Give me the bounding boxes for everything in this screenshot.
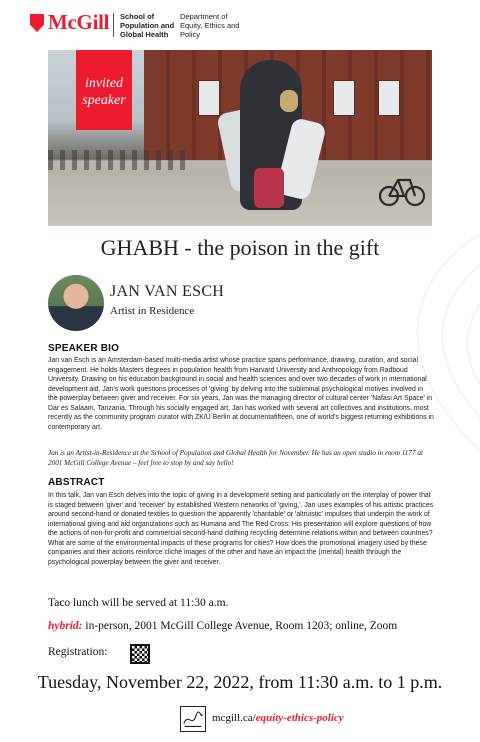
signature-logo-icon (180, 706, 206, 732)
footer-url-prefix[interactable]: mcgill.ca/ (212, 712, 256, 724)
lunch-info: Taco lunch will be served at 11:30 a.m. (48, 597, 229, 609)
speaker-name: JAN VAN ESCH (110, 283, 225, 300)
bio-heading: SPEAKER BIO (48, 343, 120, 354)
footer-link[interactable] (212, 712, 344, 724)
registration-label: Registration: (48, 646, 108, 658)
window (378, 80, 400, 116)
hanging-bag (280, 90, 298, 112)
department-name: Department of Equity, Ethics and Policy (180, 12, 240, 39)
red-textile (254, 168, 284, 208)
invited-speaker-badge: invited speaker (76, 50, 132, 130)
header-divider (113, 13, 114, 37)
page-title: GHABH - the poison in the gift (100, 235, 380, 260)
footer-url-path[interactable]: equity-ethics-policy (255, 712, 344, 724)
mcgill-logo-wordmark[interactable]: McGill (48, 10, 110, 34)
bio-text: Jan van Esch is an Amsterdam-based multi-media artist whose practice spans performance, drawing, curation, and social engagement. He holds Masters degrees in population health from Harvard University and Anthropology from Radboud University. Drawing on his education background in social and health sciences and over two decades of work in international development aid, Jan's work questions processes of 'giving' by delving into the subliminal psychological motives involved in the powerplay between giver and receiver. For six years, Jan was the managing director of cultural center 'Nafasi Art Space' in Dar es Salaam, Tanzania. Through his socially engaged art, Jan has worked with several art collectives and institutions, most recently as the community program curator with ZK/U Berlin at documentafifteen, one of world's biggest returning exhibitions in contemporary art. (48, 357, 434, 431)
abstract-heading: ABSTRACT (48, 477, 105, 488)
registration-qr-code[interactable] (130, 644, 150, 664)
mcgill-crest-logo (30, 14, 44, 32)
speaker-avatar (48, 275, 104, 331)
hybrid-label: hybrid: (48, 620, 83, 632)
abstract-text: In this talk, Jan van Esch delves into the topic of giving in a development setting and particularly on the interplay of power that is staged between 'giver' and 'receiver' by established Western networks of 'giving,'. Jan uses examples of his artistic practices around second-hand or donated textiles to question the apparently 'charitable' or 'altruistic' impulses that underpin the work of international giving and aid organizations such as Humana and The Red Cross. His presentation will explore questions of how the actions of non-for-profit and commercial second-hand clothing recycling determine relations within and between countries? What are some of the environmental impacts of these programs for cities? How does the promotional imagery used by these companies and their actions reinforce cliché images of the other and have an impact the (mental) health through the psychological powerplay between the giver and receiver. (48, 492, 434, 566)
window (198, 80, 220, 116)
hybrid-details: in-person, 2001 McGill College Avenue, Room 1203; online, Zoom (85, 620, 398, 632)
event-date: Tuesday, November 22, 2022, from 11:30 a.m. to 1 p.m. (37, 672, 443, 692)
speaker-role: Artist in Residence (110, 305, 195, 317)
school-name: School of Population and Global Health (120, 12, 175, 39)
hybrid-info (48, 620, 397, 632)
bicycle-icon (378, 168, 426, 208)
window (333, 80, 355, 116)
residency-note: Jan is an Artist-in-Residence at the School of Population and Global Health for November. He has an open studio in room 1177 at 2001 McGill College Avenue – feel free to stop by and say hello! (48, 449, 423, 467)
